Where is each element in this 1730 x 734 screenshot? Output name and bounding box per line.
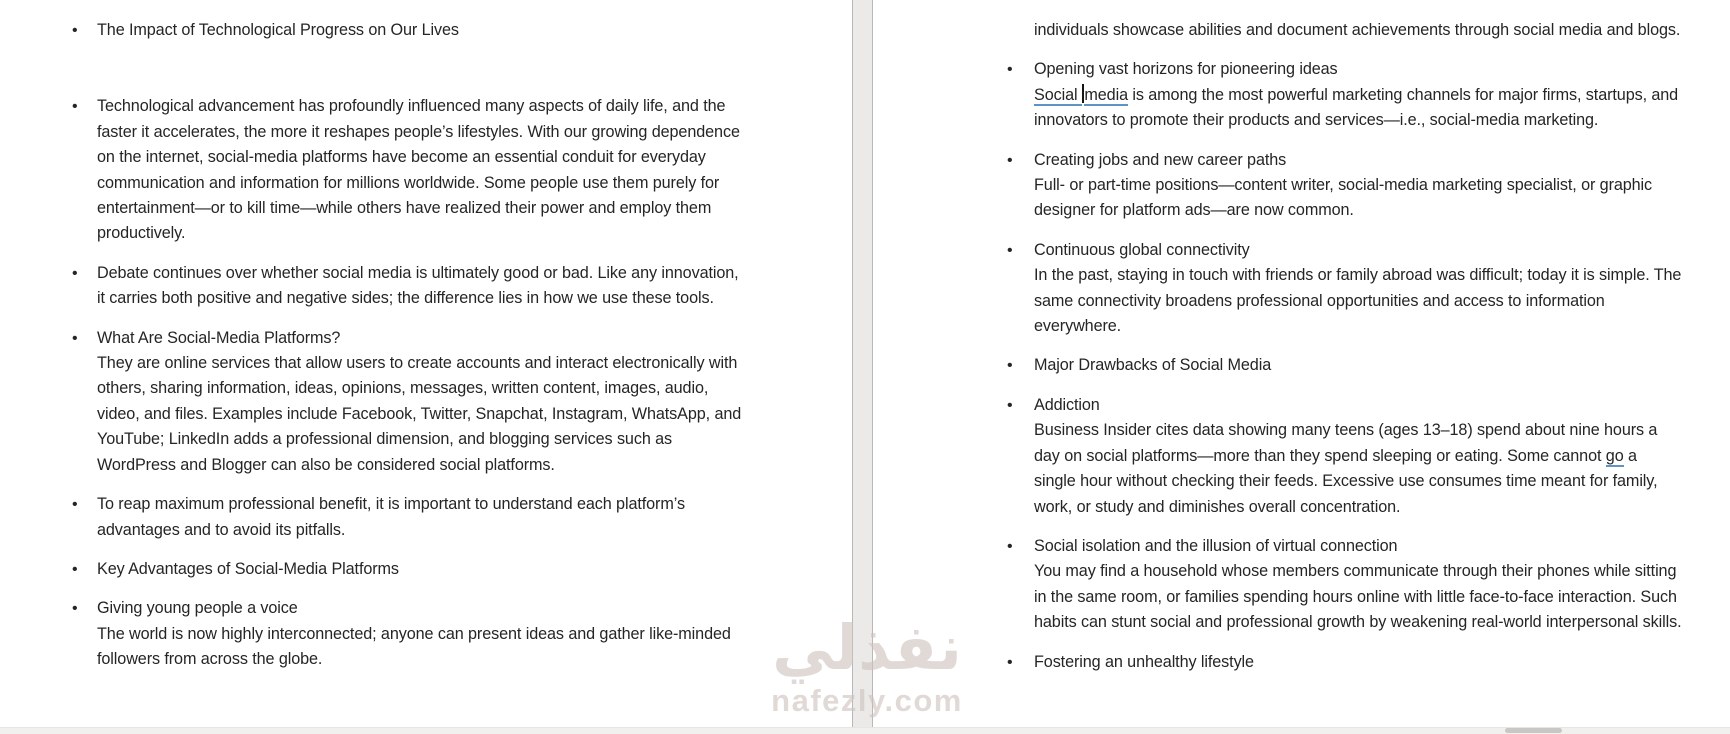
text-segment: The world is now highly interconnected; anyone can present ideas and gather like-minded followers from across the globe.	[97, 624, 731, 669]
text-segment: The Impact of Technological Progress on Our Lives	[97, 21, 459, 39]
bullet-marker: •	[72, 560, 78, 578]
text-segment: Creating jobs and new career paths	[1034, 150, 1287, 169]
bullet-item	[1007, 57, 1682, 133]
document-page-right	[873, 0, 1730, 734]
bullet-item	[1007, 353, 1682, 378]
text-segment: Full- or part-time positions—content writer, social-media marketing specialist, or graphic designer for platform ads—are now common.	[1034, 176, 1653, 220]
bullet-marker: •	[72, 329, 78, 347]
bullet-item	[1007, 393, 1682, 520]
bullet-item	[72, 326, 747, 478]
bullet-marker: •	[1007, 653, 1013, 671]
bullet-item	[1007, 534, 1682, 636]
bullet-item	[72, 94, 747, 246]
text-segment: Giving young people a voice	[97, 599, 298, 618]
text-segment: You may find a household whose members communicate through their phones while sitting in the same room, or families spending hours online with little face-to-face interaction. Such habits can stunt social and professional growth by weakening real-world interpersonal skills.	[1034, 562, 1682, 632]
bullet-marker: •	[72, 98, 78, 116]
text-segment: They are online services that allow users to create accounts and interact electronically with others, sharing information, ideas, opinions, messages, written content, images, audio, video, and files. Examples include Facebook, Twitter, Snapchat, Instagram, WhatsApp, and YouTube; LinkedIn adds a professional dimension, and blogging services such as WordPress and Blogger can also be considered social platforms.	[97, 354, 742, 474]
bullet-item	[72, 596, 747, 672]
bullet-item	[72, 492, 747, 543]
bullet-marker: •	[72, 22, 78, 39]
text-segment: Major Drawbacks of Social Media	[1034, 356, 1272, 375]
left-page-content	[0, 0, 747, 673]
text-segment: Continuous global connectivity	[1034, 240, 1250, 259]
bullet-item	[1007, 650, 1682, 675]
text-segment: Debate continues over whether social media is ultimately good or bad. Like any innovation, it carries both positive and negative sides; the difference lies in how we use these tools.	[97, 263, 739, 308]
document-page-left	[0, 0, 852, 734]
bullet-marker: •	[72, 496, 78, 514]
text-segment: Technological advancement has profoundly influenced many aspects of daily life, and the faster it accelerates, the more it reshapes people’s lifestyles. With our growing dependence on the internet, social-media platforms have become an essential conduit for everyday communication and information for millions worldwide. Some people use them purely for entertainment—or to kill time—while others have realized their power and employ them productively.	[97, 97, 740, 243]
bullet-marker: •	[1007, 357, 1013, 375]
text-segment: In the past, staying in touch with friends or family abroad was difficult; today it is simple. The same connectivity broadens professional opportunities and access to information everywhere.	[1034, 266, 1682, 336]
bullet-marker: •	[1007, 396, 1013, 414]
text-segment: individuals showcase abilities and document achievements through social media and blogs.	[1034, 21, 1681, 39]
text-segment: a single hour without checking their feeds. Excessive use consumes time meant for family, work, or study and diminishes overall concentration.	[1034, 446, 1658, 516]
text-segment: Opening vast horizons for pioneering ideas	[1034, 60, 1338, 79]
page-gap	[852, 0, 873, 734]
right-page-content	[873, 0, 1682, 675]
bullet-item	[72, 557, 747, 582]
bullet-marker: •	[72, 600, 78, 618]
bullet-item	[1007, 238, 1682, 340]
bullet-marker: •	[72, 264, 78, 282]
text-segment: To reap maximum professional benefit, it is important to understand each platform’s advantages and to avoid its pitfalls.	[97, 495, 685, 539]
bullet-marker: •	[1007, 151, 1013, 169]
bullet-marker: •	[1007, 241, 1013, 259]
bullet-item	[72, 18, 747, 43]
watermark-logo-icon: نفذلي	[772, 614, 962, 683]
text-segment: is among the most powerful marketing channels for major firms, startups, and innovators to promote their products and services—i.e., social-media marketing.	[1034, 85, 1679, 130]
text-segment: Key Advantages of Social-Media Platforms	[97, 559, 399, 578]
bullet-marker: •	[1007, 537, 1013, 555]
bullet-item	[72, 261, 747, 312]
grammar-flagged-text[interactable]: Social	[1034, 85, 1082, 104]
bullet-marker: •	[1007, 61, 1013, 79]
text-segment: Business Insider cites data showing many teens (ages 13–18) spend about nine hours a day on social platforms—more than they spend sleeping or eating. Some cannot	[1034, 421, 1658, 465]
watermark-domain: nafezly.com	[771, 683, 963, 718]
grammar-flagged-text[interactable]: media	[1084, 85, 1128, 104]
continued-paragraph	[1034, 18, 1682, 43]
bullet-item	[1007, 148, 1682, 224]
text-segment: Fostering an unhealthy lifestyle	[1034, 652, 1254, 671]
text-segment: Addiction	[1034, 395, 1100, 414]
text-segment: Social isolation and the illusion of virtual connection	[1034, 536, 1398, 555]
grammar-flagged-text[interactable]: go	[1605, 446, 1624, 465]
text-segment: What Are Social-Media Platforms?	[97, 328, 341, 347]
horizontal-scrollbar-thumb[interactable]	[1505, 728, 1562, 733]
horizontal-scrollbar[interactable]	[0, 727, 1730, 734]
